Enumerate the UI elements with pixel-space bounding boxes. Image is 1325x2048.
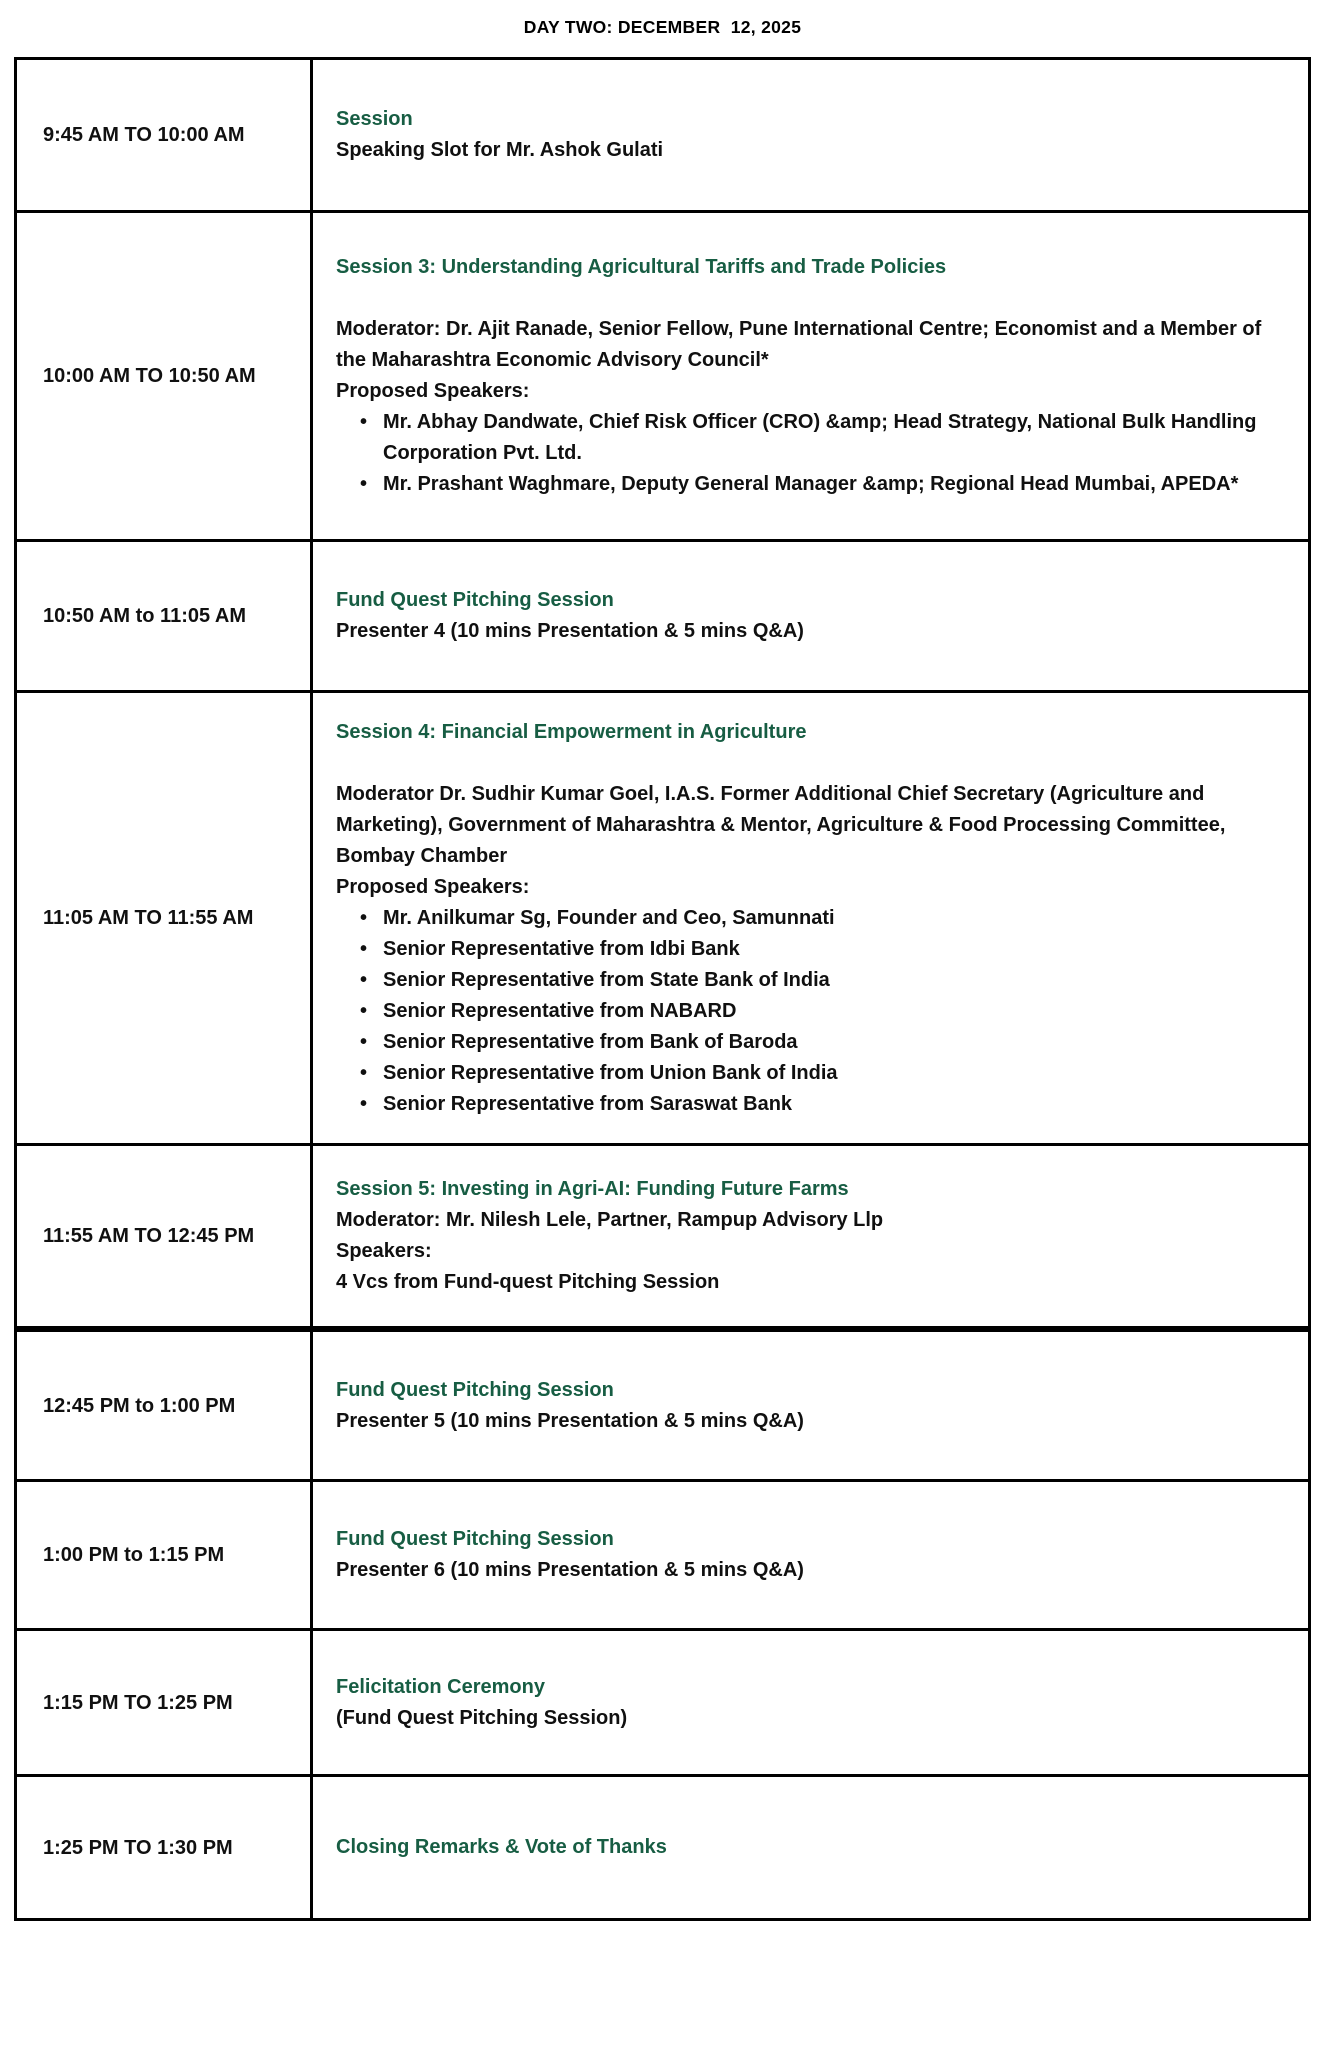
session-cell <box>313 1777 1308 1918</box>
time-cell: 12:45 PM to 1:00 PM <box>17 1332 313 1479</box>
session-title: Fund Quest Pitching Session <box>336 1528 614 1550</box>
bullet-dot-icon: • <box>360 968 368 991</box>
schedule-row <box>17 210 1308 539</box>
session-cell <box>313 1146 1308 1326</box>
bullet-text: Senior Representative from Saraswat Bank <box>383 1092 793 1115</box>
session-detail: Moderator: Dr. Ajit Ranade, Senior Fellow, Pune International Centre; Economist and a Member of the Maharashtra Economic Advisory Council* <box>336 318 1262 371</box>
schedule-row <box>17 1326 1308 1479</box>
session-detail: Proposed Speakers: <box>336 380 530 402</box>
time-cell: 1:15 PM TO 1:25 PM <box>17 1631 313 1774</box>
line-spacer <box>336 748 1262 779</box>
session-cell <box>313 1482 1308 1628</box>
time-cell: 10:00 AM TO 10:50 AM <box>17 213 313 539</box>
bullet-text: Senior Representative from Idbi Bank <box>383 937 740 960</box>
time-cell: 11:05 AM TO 11:55 AM <box>17 693 313 1143</box>
speaker-bullet-item <box>336 903 1262 934</box>
session-detail: Presenter 5 (10 mins Presentation & 5 mins Q&A) <box>336 1409 804 1432</box>
session-detail: Presenter 4 (10 mins Presentation & 5 mins Q&A) <box>336 620 804 642</box>
speaker-bullet-item <box>336 934 1262 965</box>
speaker-bullet-item <box>336 996 1262 1027</box>
time-cell: 10:50 AM to 11:05 AM <box>17 542 313 690</box>
session-title: Session 5: Investing in Agri-AI: Funding Future Farms <box>336 1178 849 1200</box>
session-title: Session <box>336 108 413 130</box>
time-cell: 1:25 PM TO 1:30 PM <box>17 1777 313 1918</box>
line-spacer <box>336 283 1262 314</box>
session-detail: Speakers: <box>336 1240 432 1262</box>
bullet-dot-icon: • <box>360 411 368 433</box>
session-cell <box>313 693 1308 1143</box>
session-detail: Presenter 6 (10 mins Presentation & 5 mins Q&A) <box>336 1559 804 1581</box>
time-cell: 11:55 AM TO 12:45 PM <box>17 1146 313 1326</box>
session-detail: (Fund Quest Pitching Session) <box>336 1706 628 1729</box>
speaker-bullet-item <box>336 469 1262 500</box>
bullet-dot-icon: • <box>360 1030 368 1053</box>
bullet-text: Mr. Abhay Dandwate, Chief Risk Officer (CRO) &amp; Head Strategy, National Bulk Handling Corporation Pvt. Ltd. <box>383 411 1257 464</box>
bullet-text: Mr. Prashant Waghmare, Deputy General Manager &amp; Regional Head Mumbai, APEDA* <box>383 473 1239 495</box>
speaker-bullet-item <box>336 1058 1262 1089</box>
session-title: Session 3: Understanding Agricultural Tariffs and Trade Policies <box>336 256 947 278</box>
session-cell <box>313 1631 1308 1774</box>
schedule-row <box>17 1143 1308 1326</box>
session-title: Fund Quest Pitching Session <box>336 589 614 611</box>
bullet-dot-icon: • <box>360 1092 368 1115</box>
schedule-row <box>17 539 1308 690</box>
session-title: Closing Remarks & Vote of Thanks <box>336 1836 667 1858</box>
bullet-dot-icon: • <box>360 999 368 1022</box>
bullet-text: Mr. Anilkumar Sg, Founder and Ceo, Samunnati <box>383 906 835 929</box>
session-title: Felicitation Ceremony <box>336 1675 545 1698</box>
schedule-row <box>17 1774 1308 1918</box>
session-detail: Speaking Slot for Mr. Ashok Gulati <box>336 139 664 161</box>
session-title: Fund Quest Pitching Session <box>336 1378 614 1401</box>
speaker-bullet-item <box>336 1089 1262 1120</box>
speaker-bullet-item <box>336 1027 1262 1058</box>
schedule-table <box>14 57 1311 1921</box>
session-title: Session 4: Financial Empowerment in Agriculture <box>336 720 807 743</box>
speaker-bullet-item <box>336 407 1262 469</box>
session-cell <box>313 60 1308 210</box>
bullet-text: Senior Representative from Union Bank of India <box>383 1061 838 1084</box>
session-detail: Moderator: Mr. Nilesh Lele, Partner, Rampup Advisory Llp <box>336 1209 884 1231</box>
bullet-dot-icon: • <box>360 473 368 495</box>
schedule-row <box>17 1628 1308 1774</box>
document-title: DAY TWO: DECEMBER 12, 2025 <box>523 17 802 37</box>
bullet-text: Senior Representative from State Bank of India <box>383 968 830 991</box>
time-cell: 9:45 AM TO 10:00 AM <box>17 60 313 210</box>
bullet-dot-icon: • <box>360 937 368 960</box>
time-cell: 1:00 PM to 1:15 PM <box>17 1482 313 1628</box>
speaker-bullet-item <box>336 965 1262 996</box>
session-detail: Moderator Dr. Sudhir Kumar Goel, I.A.S. Former Additional Chief Secretary (Agriculture and Marketing), Government of Maharashtra & Mentor, Agriculture & Food Processing Committee, Bombay Chamber <box>336 782 1226 867</box>
session-cell <box>313 542 1308 690</box>
schedule-row <box>17 690 1308 1143</box>
session-detail: 4 Vcs from Fund-quest Pitching Session <box>336 1271 720 1293</box>
bullet-dot-icon: • <box>360 1061 368 1084</box>
session-detail: Proposed Speakers: <box>336 875 530 898</box>
bullet-text: Senior Representative from Bank of Baroda <box>383 1030 798 1053</box>
bullet-text: Senior Representative from NABARD <box>383 999 737 1022</box>
schedule-row <box>17 60 1308 210</box>
session-cell <box>313 213 1308 539</box>
session-cell <box>313 1332 1308 1479</box>
schedule-row <box>17 1479 1308 1628</box>
bullet-dot-icon: • <box>360 906 368 929</box>
